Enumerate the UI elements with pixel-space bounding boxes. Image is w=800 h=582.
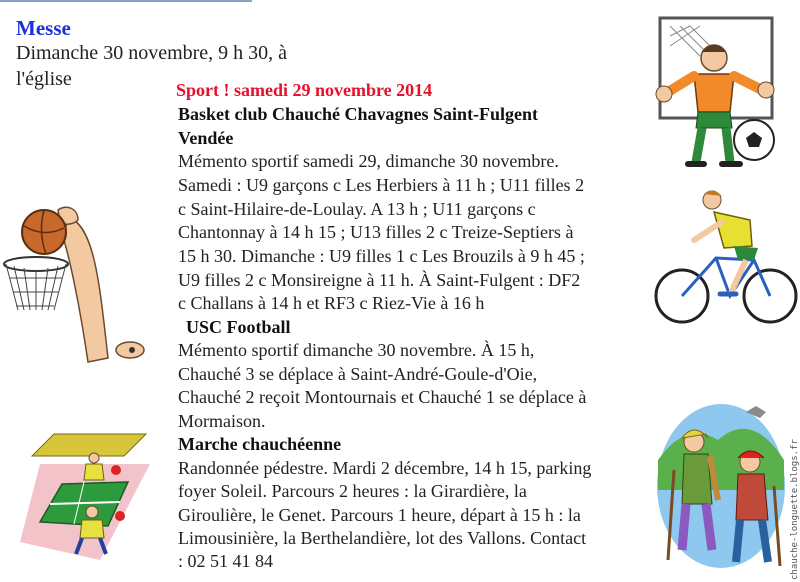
goalkeeper-icon	[650, 16, 780, 176]
basket-line: Mémento sportif samedi 29, dimanche 30 novembre.	[178, 151, 559, 171]
basket-line: Chantonnay à 14 h 15 ; U13 filles 2 c Treize-Septiers à	[178, 222, 574, 242]
messe-line-2: l'église	[16, 68, 72, 90]
basket-line: Samedi : U9 garçons c Les Herbiers à 11 h ; U11 filles 2	[178, 175, 585, 195]
marche-line: : 02 51 41 84	[178, 551, 274, 571]
marche-line: Giroulière, le Genet. Parcours 1 heure, départ à 15 h : la	[178, 505, 581, 525]
hikers-icon	[656, 400, 786, 570]
cyclist-icon	[654, 190, 800, 336]
football-line: Chauché 3 se déplace à Saint-André-Goule-d'Oie,	[178, 364, 538, 384]
blog-watermark	[790, 418, 800, 580]
basket-line: U9 filles 2 c Monsireigne à 11 h. À Saint-Fulgent : DF2	[178, 270, 581, 290]
football-line: Mormaison.	[178, 411, 266, 431]
football-line: Mémento sportif dimanche 30 novembre. À 15 h,	[178, 340, 535, 360]
table-tennis-icon	[20, 430, 150, 560]
football-title: USC Football	[186, 317, 291, 337]
basket-line: c Challans à 14 h et RF3 c Riez-Vie à 16 h	[178, 293, 485, 313]
basket-line: c Saint-Hilaire-de-Loulay. A 13 h ; U11 garçons c	[178, 199, 536, 219]
football-line: Chauché 2 reçoit Montournais et Chauché 1 se déplace à	[178, 387, 587, 407]
marche-title: Marche chauchéenne	[178, 434, 342, 454]
basket-title-line-2: Vendée	[178, 128, 234, 148]
basket-line: 15 h 30. Dimanche : U9 filles 1 c Les Brouzils à 9 h 45 ;	[178, 246, 585, 266]
basketball-dunk-icon	[0, 198, 150, 366]
marche-line: Randonnée pédestre. Mardi 2 décembre, 14 h 15, parking	[178, 458, 592, 478]
watermark-text: chauche-longuette.blogs.fr	[790, 439, 800, 580]
top-rule	[0, 0, 252, 2]
marche-line: Limousinière, la Berthelandière, lot des Vallons. Contact	[178, 528, 587, 548]
basket-title-line-1: Basket club Chauché Chavagnes Saint-Fulgent	[178, 104, 539, 124]
messe-title: Messe	[16, 16, 71, 40]
sport-title: Sport ! samedi 29 novembre 2014	[176, 80, 433, 100]
messe-line-1: Dimanche 30 novembre, 9 h 30, à	[16, 42, 288, 64]
marche-line: foyer Soleil. Parcours 2 heures : la Girardière, la	[178, 481, 527, 501]
